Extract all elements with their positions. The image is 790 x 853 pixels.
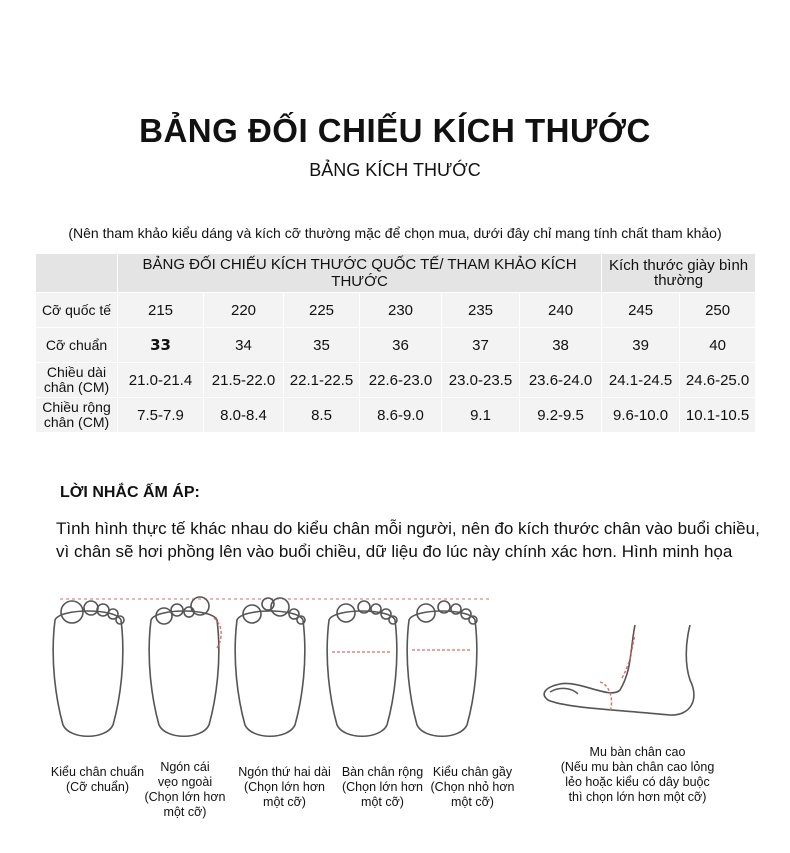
table-cell: 21.0-21.4 bbox=[118, 363, 204, 398]
table-cell: 24.1-24.5 bbox=[602, 363, 680, 398]
caption-line: (Chọn lớn hơn bbox=[144, 790, 226, 804]
caption-line: Kiểu chân chuẩn bbox=[50, 765, 145, 779]
caption-line: Mu bàn chân cao bbox=[589, 745, 686, 759]
tips-text bbox=[56, 517, 776, 563]
caption-line: Ngón thứ hai dài bbox=[238, 765, 331, 779]
table-cell: 21.5-22.0 bbox=[204, 363, 284, 398]
table-cell: 245 bbox=[602, 293, 680, 328]
table-row bbox=[36, 328, 756, 363]
table-cell: 40 bbox=[680, 328, 756, 363]
table-row bbox=[36, 293, 756, 328]
table-cell: 39 bbox=[602, 328, 680, 363]
page-subtitle: BẢNG KÍCH THƯỚC bbox=[309, 160, 481, 180]
narrow-foot-icon bbox=[407, 601, 477, 736]
caption-line: Ngón cái bbox=[160, 760, 210, 774]
foot-caption bbox=[40, 765, 155, 795]
foot-caption bbox=[335, 765, 430, 810]
row-label: Chiều dài chân (CM) bbox=[36, 363, 118, 398]
caption-line: Kiểu chân gầy bbox=[432, 765, 513, 779]
caption-line: vẹo ngoài bbox=[157, 775, 213, 789]
table-cell: 10.1-10.5 bbox=[680, 398, 756, 433]
table-row bbox=[36, 363, 756, 398]
table-cell: 23.0-23.5 bbox=[442, 363, 520, 398]
table-cell: 7.5-7.9 bbox=[118, 398, 204, 433]
table-cell: 38 bbox=[520, 328, 602, 363]
caption-line: Bàn chân rộng bbox=[341, 765, 424, 779]
caption-line: một cỡ) bbox=[361, 795, 404, 809]
foot-caption bbox=[545, 745, 730, 805]
table-cell: 215 bbox=[118, 293, 204, 328]
high-instep-foot-icon bbox=[544, 625, 694, 715]
table-cell: 8.5 bbox=[284, 398, 360, 433]
bunion-foot-icon bbox=[149, 597, 221, 736]
table-cell: 23.6-24.0 bbox=[520, 363, 602, 398]
caption-line: một cỡ) bbox=[163, 805, 207, 819]
table-cell: 33 bbox=[118, 328, 204, 363]
table-cell: 35 bbox=[284, 328, 360, 363]
caption-line: (Chọn lớn hơn bbox=[341, 780, 424, 794]
caption-line: thì chọn lớn hơn một cỡ) bbox=[568, 790, 707, 804]
table-header-side: Kích thước giày bình thường bbox=[602, 254, 756, 293]
caption-line: (Nếu mu bàn chân cao lỏng bbox=[560, 760, 715, 774]
table-cell: 9.2-9.5 bbox=[520, 398, 602, 433]
table-cell: 225 bbox=[284, 293, 360, 328]
table-cell: 34 bbox=[204, 328, 284, 363]
row-label: Cỡ quốc tế bbox=[36, 293, 118, 328]
table-cell: 36 bbox=[360, 328, 442, 363]
header-empty-cell bbox=[36, 254, 118, 293]
foot-illustrations bbox=[40, 590, 740, 750]
table-cell: 8.0-8.4 bbox=[204, 398, 284, 433]
table-header-main: BẢNG ĐỐI CHIẾU KÍCH THƯỚC QUỐC TẾ/ THAM KHẢO KÍCH THƯỚC bbox=[118, 254, 602, 293]
caption-line: (Cỡ chuẩn) bbox=[65, 780, 130, 794]
caption-line: một cỡ) bbox=[263, 795, 306, 809]
table-row bbox=[36, 398, 756, 433]
table-cell: 250 bbox=[680, 293, 756, 328]
table-cell: 235 bbox=[442, 293, 520, 328]
foot-caption bbox=[140, 760, 230, 820]
tips-line: vì chân sẽ hơi phồng lên vào buổi chiều, dữ liệu đo lúc này chính xác hơn. Hình minh họa bbox=[56, 542, 733, 561]
table-cell: 9.1 bbox=[442, 398, 520, 433]
table-cell: 9.6-10.0 bbox=[602, 398, 680, 433]
table-cell: 22.1-22.5 bbox=[284, 363, 360, 398]
size-chart-table bbox=[35, 253, 756, 433]
caption-line: một cỡ) bbox=[451, 795, 494, 809]
standard-foot-icon bbox=[53, 601, 124, 736]
table-cell: 22.6-23.0 bbox=[360, 363, 442, 398]
table-cell: 8.6-9.0 bbox=[360, 398, 442, 433]
reference-note: (Nên tham khảo kiểu dáng và kích cỡ thường mặc để chọn mua, dưới đây chỉ mang tính chất tham khảo) bbox=[68, 225, 722, 241]
row-label: Chiều rộng chân (CM) bbox=[36, 398, 118, 433]
caption-line: (Chọn lớn hơn bbox=[243, 780, 326, 794]
tips-line: Tình hình thực tế khác nhau do kiểu chân mỗi người, nên đo kích thước chân vào buổi chiều, bbox=[56, 519, 760, 538]
caption-line: (Chọn nhỏ hơn bbox=[430, 780, 515, 794]
foot-caption bbox=[232, 765, 337, 810]
table-cell: 230 bbox=[360, 293, 442, 328]
foot-caption bbox=[425, 765, 520, 810]
long-second-toe-foot-icon bbox=[235, 598, 305, 736]
table-cell: 220 bbox=[204, 293, 284, 328]
caption-line: lẻo hoặc kiểu có dây buộc bbox=[565, 775, 710, 789]
table-cell: 37 bbox=[442, 328, 520, 363]
table-cell: 240 bbox=[520, 293, 602, 328]
row-label: Cỡ chuẩn bbox=[36, 328, 118, 363]
wide-foot-icon bbox=[327, 601, 397, 736]
table-header-row bbox=[36, 254, 756, 293]
tips-title: LỜI NHẮC ẤM ÁP: bbox=[60, 484, 200, 501]
table-cell: 24.6-25.0 bbox=[680, 363, 756, 398]
page-title: BẢNG ĐỐI CHIẾU KÍCH THƯỚC bbox=[139, 112, 651, 149]
